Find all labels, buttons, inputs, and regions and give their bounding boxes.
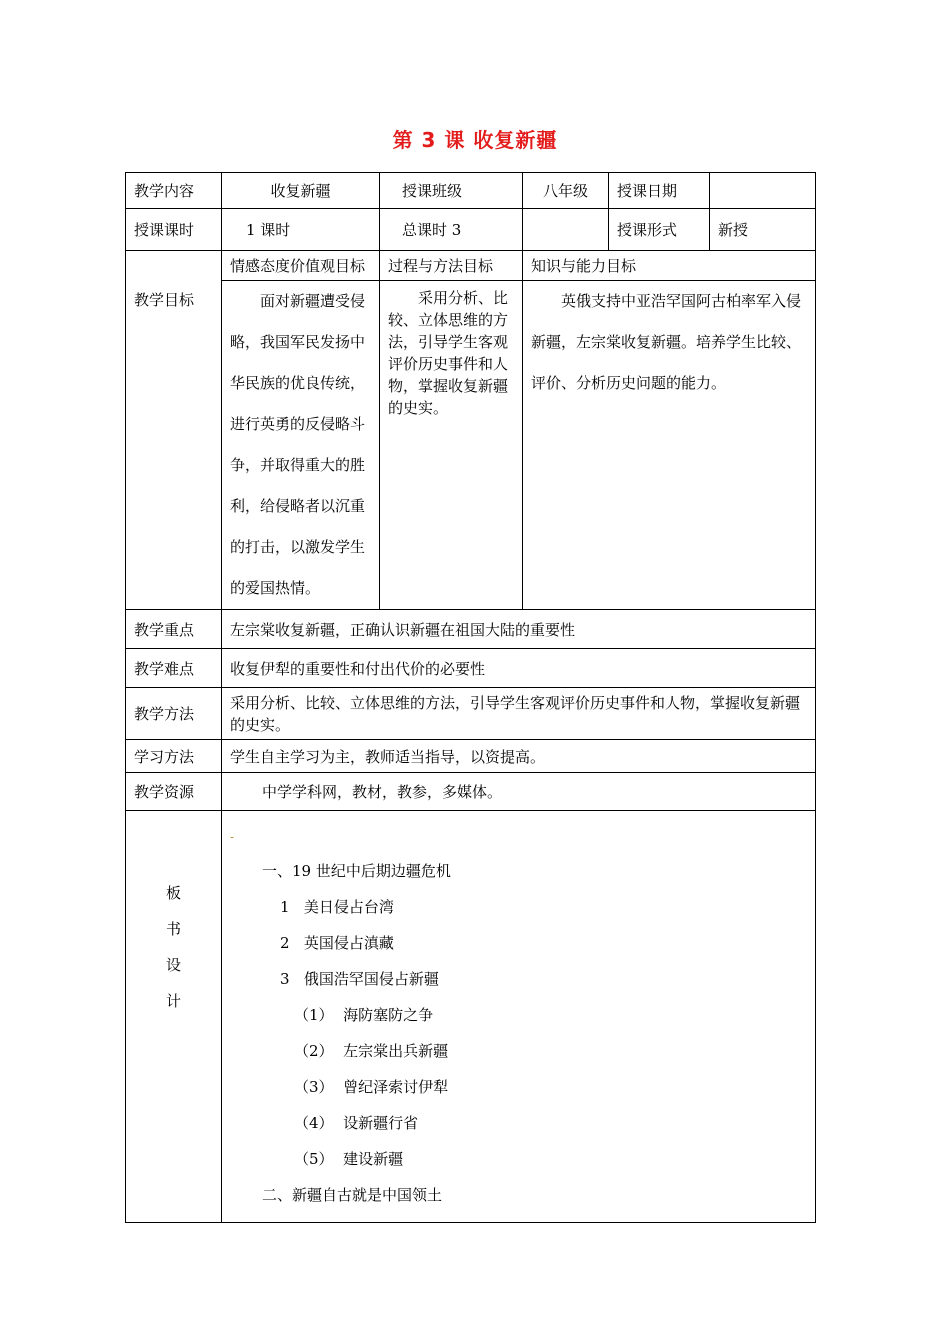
- board-mark: -: [230, 830, 235, 844]
- board-label-char: 设: [165, 956, 181, 974]
- label-class: 授课班级: [380, 173, 523, 209]
- board-line: （3） 曾纪泽索讨伊犁: [294, 1078, 449, 1096]
- value-form: 新授: [710, 209, 816, 251]
- board-line: 3 俄国浩罕国侵占新疆: [280, 970, 439, 988]
- objective-process: 采用分析、比较、立体思维的方法，引导学生客观评价历史事件和人物，掌握收复新疆的史实。: [380, 281, 523, 610]
- board-label-char: 书: [165, 920, 181, 938]
- value-content: 收复新疆: [222, 173, 380, 209]
- board-line: 二、新疆自古就是中国领土: [262, 1186, 443, 1204]
- value-key-point: 左宗棠收复新疆，正确认识新疆在祖国大陆的重要性: [222, 610, 816, 649]
- value-method: 采用分析、比较、立体思维的方法，引导学生客观评价历史事件和人物，掌握收复新疆的史实。: [222, 688, 816, 740]
- row-learning: [126, 740, 816, 773]
- row-method: [126, 688, 816, 740]
- board-line: （4） 设新疆行省: [294, 1114, 419, 1132]
- label-content: 教学内容: [126, 173, 222, 209]
- value-date: [710, 173, 816, 209]
- row-objectives-head: [126, 251, 816, 281]
- board-label-char: 板: [165, 884, 181, 902]
- label-learning: 学习方法: [126, 740, 222, 773]
- label-resources: 教学资源: [126, 773, 222, 811]
- board-line: （5） 建设新疆: [294, 1150, 404, 1168]
- board-line: （2） 左宗棠出兵新疆: [294, 1042, 449, 1060]
- row-key-point: [126, 610, 816, 649]
- lesson-plan-table: [125, 172, 816, 1223]
- row-objectives-body: [126, 281, 816, 610]
- row-difficulty: [126, 649, 816, 688]
- row-board: [126, 811, 816, 1223]
- label-key-point: 教学重点: [126, 610, 222, 649]
- objective-knowledge: 英俄支持中亚浩罕国阿古柏率军入侵新疆，左宗棠收复新疆。培养学生比较、评价、分析历史问题的能力。: [523, 281, 816, 610]
- board-content: [222, 811, 816, 1223]
- board-line: （1） 海防塞防之争: [294, 1006, 434, 1024]
- value-difficulty: 收复伊犁的重要性和付出代价的必要性: [222, 649, 816, 688]
- value-class: 八年级: [523, 173, 609, 209]
- label-method: 教学方法: [126, 688, 222, 740]
- label-form: 授课形式: [609, 209, 710, 251]
- row-resources: [126, 773, 816, 811]
- label-difficulty: 教学难点: [126, 649, 222, 688]
- row-content: [126, 173, 816, 209]
- label-total-hours: 总课时 3: [380, 209, 523, 251]
- page-title: 第 3 课 收复新疆: [392, 128, 558, 152]
- head-emotion: 情感态度价值观目标: [222, 251, 380, 281]
- label-hours: 授课课时: [126, 209, 222, 251]
- label-objectives: 教学目标: [126, 251, 222, 610]
- objective-emotion: 面对新疆遭受侵略，我国军民发扬中华民族的优良传统，进行英勇的反侵略斗争，并取得重大的胜利，给侵略者以沉重的打击，以激发学生的爱国热情。: [222, 281, 380, 610]
- value-hours: 1 课时: [222, 209, 380, 251]
- value-total-hours: [523, 209, 609, 251]
- label-date: 授课日期: [609, 173, 710, 209]
- value-learning: 学生自主学习为主，教师适当指导，以资提高。: [222, 740, 816, 773]
- board-line: 2 英国侵占滇藏: [280, 934, 394, 952]
- board-label-char: 计: [165, 992, 181, 1010]
- label-board: [126, 811, 222, 1223]
- row-hours: [126, 209, 816, 251]
- value-resources: 中学学科网，教材，教参，多媒体。: [222, 773, 816, 811]
- board-line: 一、19 世纪中后期边疆危机: [262, 862, 451, 880]
- head-knowledge: 知识与能力目标: [523, 251, 816, 281]
- board-line: 1 美日侵占台湾: [280, 898, 394, 916]
- head-process: 过程与方法目标: [380, 251, 523, 281]
